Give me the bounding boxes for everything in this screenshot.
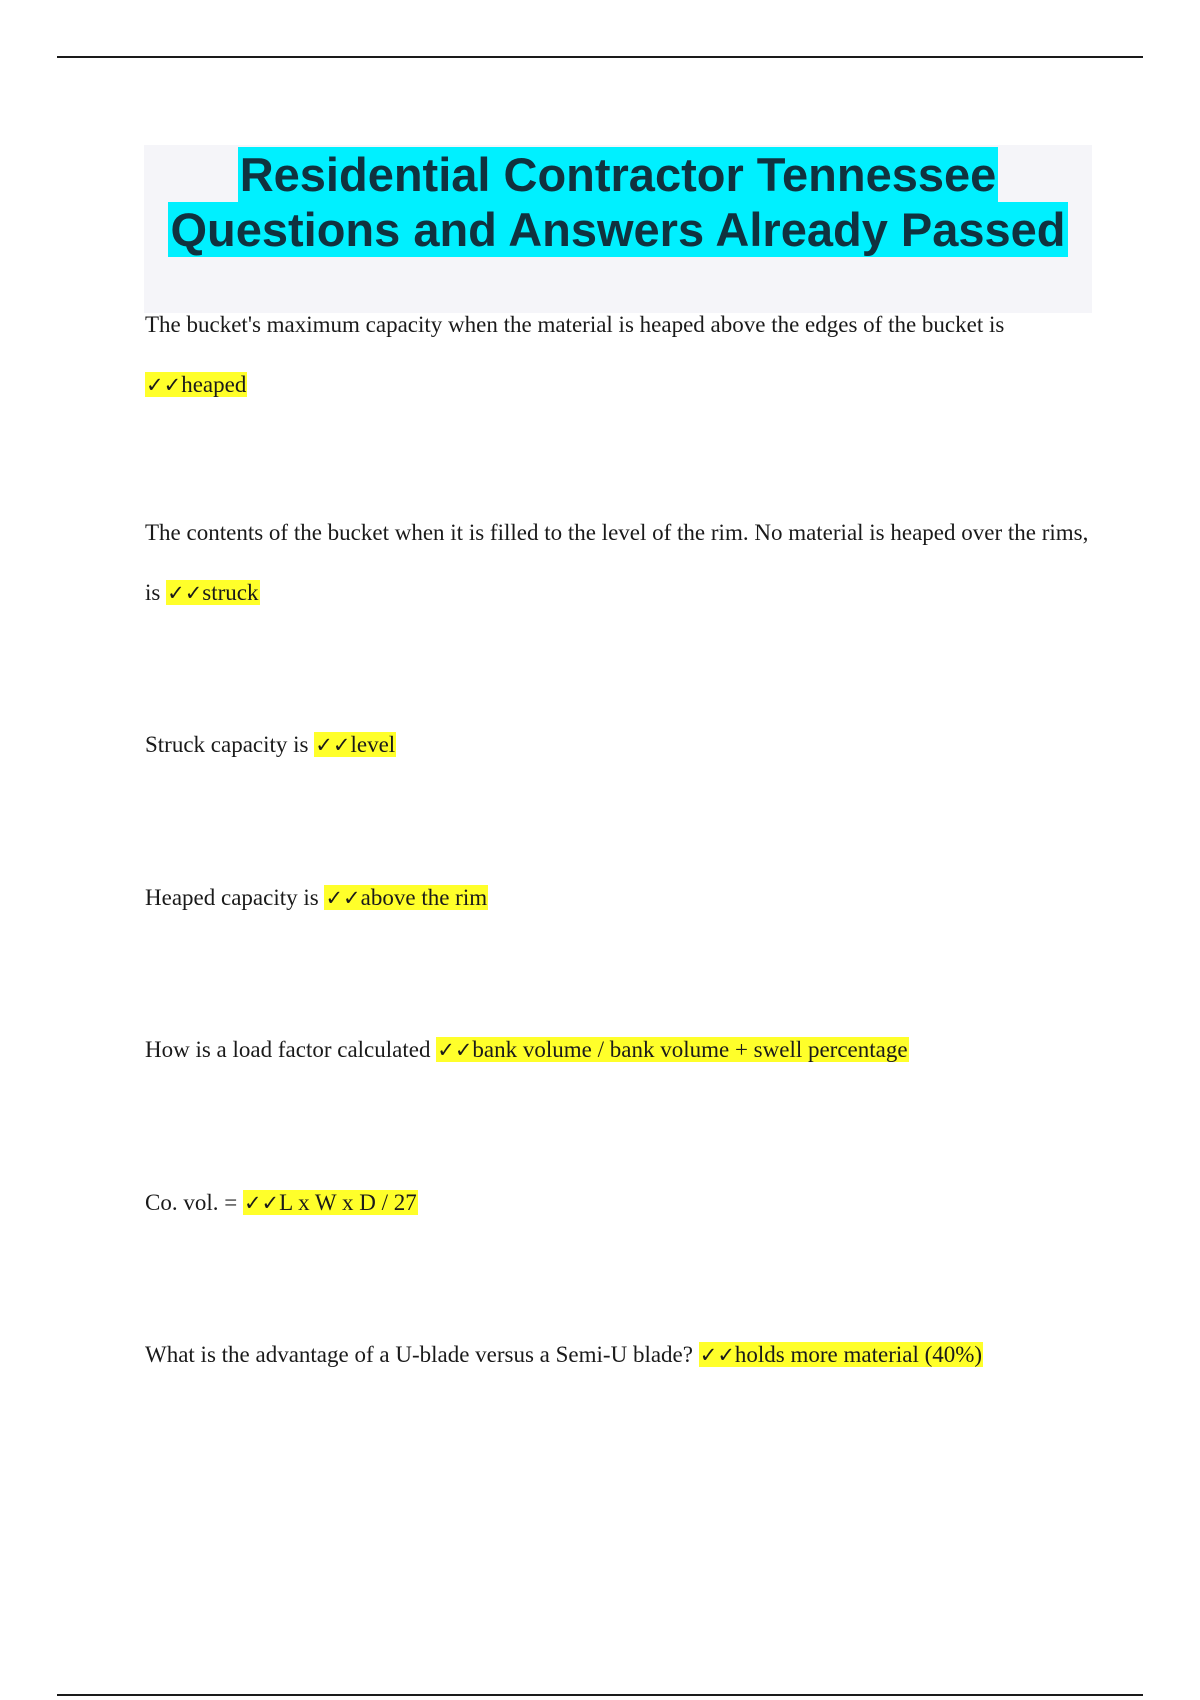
qa-item-4	[145, 868, 1095, 928]
check-mark-icon: ✓✓	[146, 373, 182, 397]
qa-item-7	[145, 1325, 1095, 1385]
qa-item-2	[145, 503, 1095, 623]
question-text: The bucket's maximum capacity when the material is heaped above the edges of the bucket is	[145, 312, 1005, 337]
question-text: The contents of the bucket when it is filled to the level of the rim. No material is heaped over the rims, is	[145, 520, 1089, 605]
check-mark-icon: ✓✓	[437, 1038, 473, 1062]
document-title-line-2: Questions and Answers Already Passed	[170, 203, 1066, 256]
answer-highlight	[324, 885, 488, 910]
question-text: Co. vol. =	[145, 1190, 243, 1215]
answer-highlight	[243, 1190, 418, 1215]
check-mark-icon: ✓✓	[243, 1191, 280, 1215]
document-title-line-1: Residential Contractor Tennessee	[239, 148, 997, 201]
top-rule	[57, 56, 1143, 58]
question-text: Struck capacity is	[145, 732, 315, 757]
question-text: How is a load factor calculated	[145, 1037, 437, 1062]
qa-item-6	[145, 1173, 1095, 1233]
answer-text: struck	[202, 580, 259, 605]
answer-text: level	[350, 732, 396, 757]
question-text: Heaped capacity is	[145, 885, 325, 910]
answer-highlight	[145, 372, 247, 397]
qa-item-5	[145, 1020, 1095, 1080]
question-text: What is the advantage of a U-blade versus a Semi-U blade?	[145, 1342, 699, 1367]
bottom-rule	[57, 1694, 1143, 1696]
answer-highlight	[166, 580, 259, 605]
title-block	[144, 145, 1092, 313]
answer-text: bank volume / bank volume + swell percentage	[472, 1037, 908, 1062]
answer-text: heaped	[181, 372, 247, 397]
answer-highlight	[699, 1342, 983, 1367]
answer-highlight	[314, 732, 396, 757]
check-mark-icon: ✓✓	[325, 886, 361, 910]
answer-text: L x W x D / 27	[279, 1190, 417, 1215]
qa-item-3	[145, 715, 1095, 775]
check-mark-icon: ✓✓	[315, 733, 351, 757]
answer-highlight	[436, 1037, 908, 1062]
check-mark-icon: ✓✓	[699, 1343, 735, 1367]
answer-text: above the rim	[360, 885, 488, 910]
qa-item-1	[145, 295, 1095, 415]
check-mark-icon: ✓✓	[167, 581, 203, 605]
answer-text: holds more material (40%)	[734, 1342, 983, 1367]
